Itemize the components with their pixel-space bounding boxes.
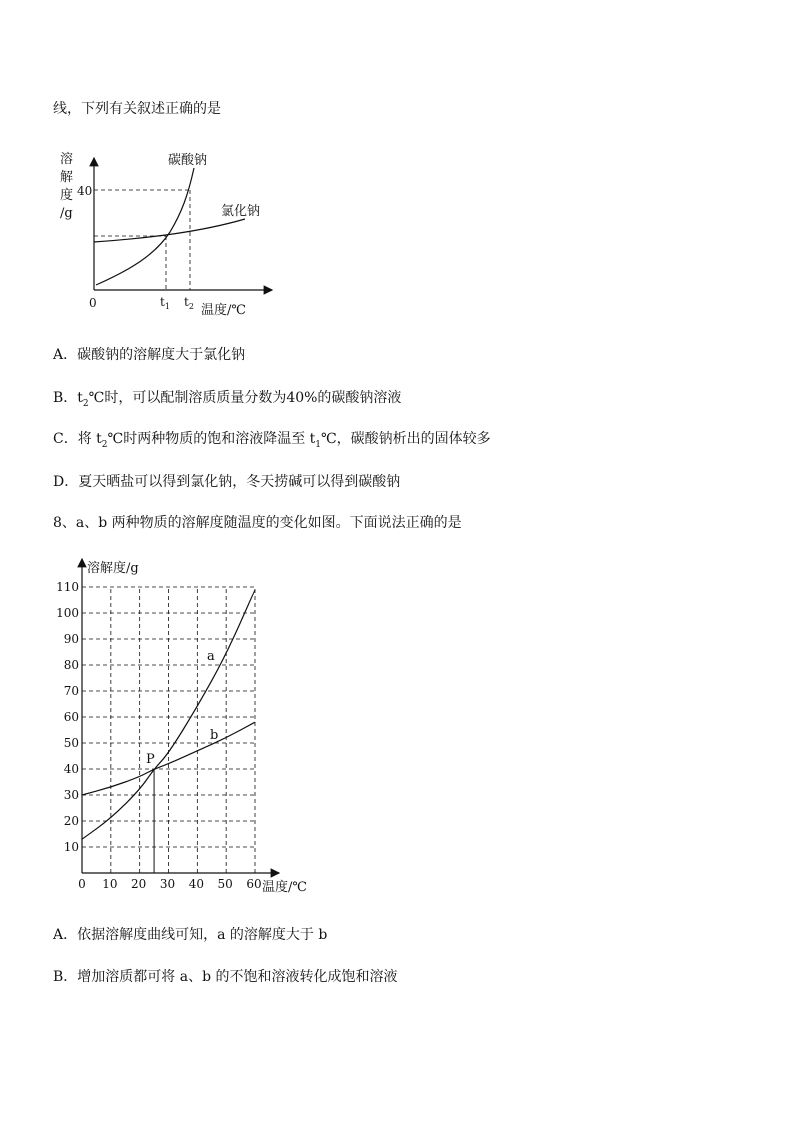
series-label-sodium-chloride: 氯化钠 [221, 204, 261, 219]
y-axis-label: 溶解度/g [87, 561, 139, 576]
y-label-char: 度 [60, 188, 74, 203]
y-tick-label: 40 [77, 184, 93, 198]
y-tick-label: 60 [63, 710, 79, 724]
y-label-char: 溶 [60, 152, 74, 167]
x-tick-label: 60 [246, 877, 262, 891]
intersection-label: P [146, 752, 155, 767]
series-label-a: a [207, 649, 215, 664]
y-tick-label: 110 [56, 580, 79, 594]
x-axis-label: 温度/℃ [201, 303, 246, 318]
x-axis-label: 温度/℃ [262, 880, 307, 895]
series-label-sodium-carbonate: 碳酸钠 [168, 153, 208, 168]
y-tick-label: 80 [63, 658, 79, 672]
y-label-char: 解 [60, 170, 74, 185]
x-tick-label: 30 [159, 877, 176, 891]
y-tick-label: 20 [63, 814, 79, 828]
q8-stem: 8、a、b 两种物质的溶解度随温度的变化如图。下面说法正确的是 [53, 515, 462, 531]
y-tick-label: 50 [63, 736, 79, 750]
axes [82, 559, 279, 873]
y-label-char: /g [60, 206, 73, 221]
y-tick-label: 40 [63, 762, 79, 776]
y-tick-label: 100 [56, 606, 79, 620]
q7-option-d: D．夏天晒盐可以得到氯化钠，冬天捞碱可以得到碳酸钠 [53, 474, 401, 490]
x-tick-label: 50 [217, 877, 233, 891]
q7-option-a: A．碳酸钠的溶解度大于氯化钠 [53, 347, 246, 363]
series-label-b: b [210, 728, 219, 743]
x-tick-label: 10 [102, 877, 118, 891]
q7-intro: 线，下列有关叙述正确的是 [53, 101, 221, 117]
x-tick-label: 0 [78, 877, 86, 891]
y-tick-label: 70 [63, 684, 79, 698]
x-tick-label: 0 [89, 296, 97, 310]
x-ticks [78, 877, 261, 891]
y-tick-label: 10 [63, 840, 79, 854]
y-tick-label: 30 [63, 788, 79, 802]
q8-option-a: A．依据溶解度曲线可知，a 的溶解度大于 b [53, 927, 328, 943]
x-tick-label: 40 [188, 877, 204, 891]
x-tick-label: $t_1$ [160, 295, 170, 311]
q7-option-c: C．将 $t_2℃$时两种物质的饱和溶液降温至 $t_1℃$，碳酸钠析出的固体较多 [53, 431, 491, 450]
x-tick-label: 20 [131, 877, 147, 891]
q8-option-b: B．增加溶质都可将 a、b 的不饱和溶液转化成饱和溶液 [53, 969, 398, 985]
grid [82, 587, 255, 873]
x-tick-label: $t_2$ [184, 295, 194, 311]
y-tick-label: 90 [63, 632, 79, 646]
q7-option-b: B．$t_2℃$时，可以配制溶质质量分数为40%的碳酸钠溶液 [53, 390, 402, 409]
y-ticks [56, 580, 79, 854]
